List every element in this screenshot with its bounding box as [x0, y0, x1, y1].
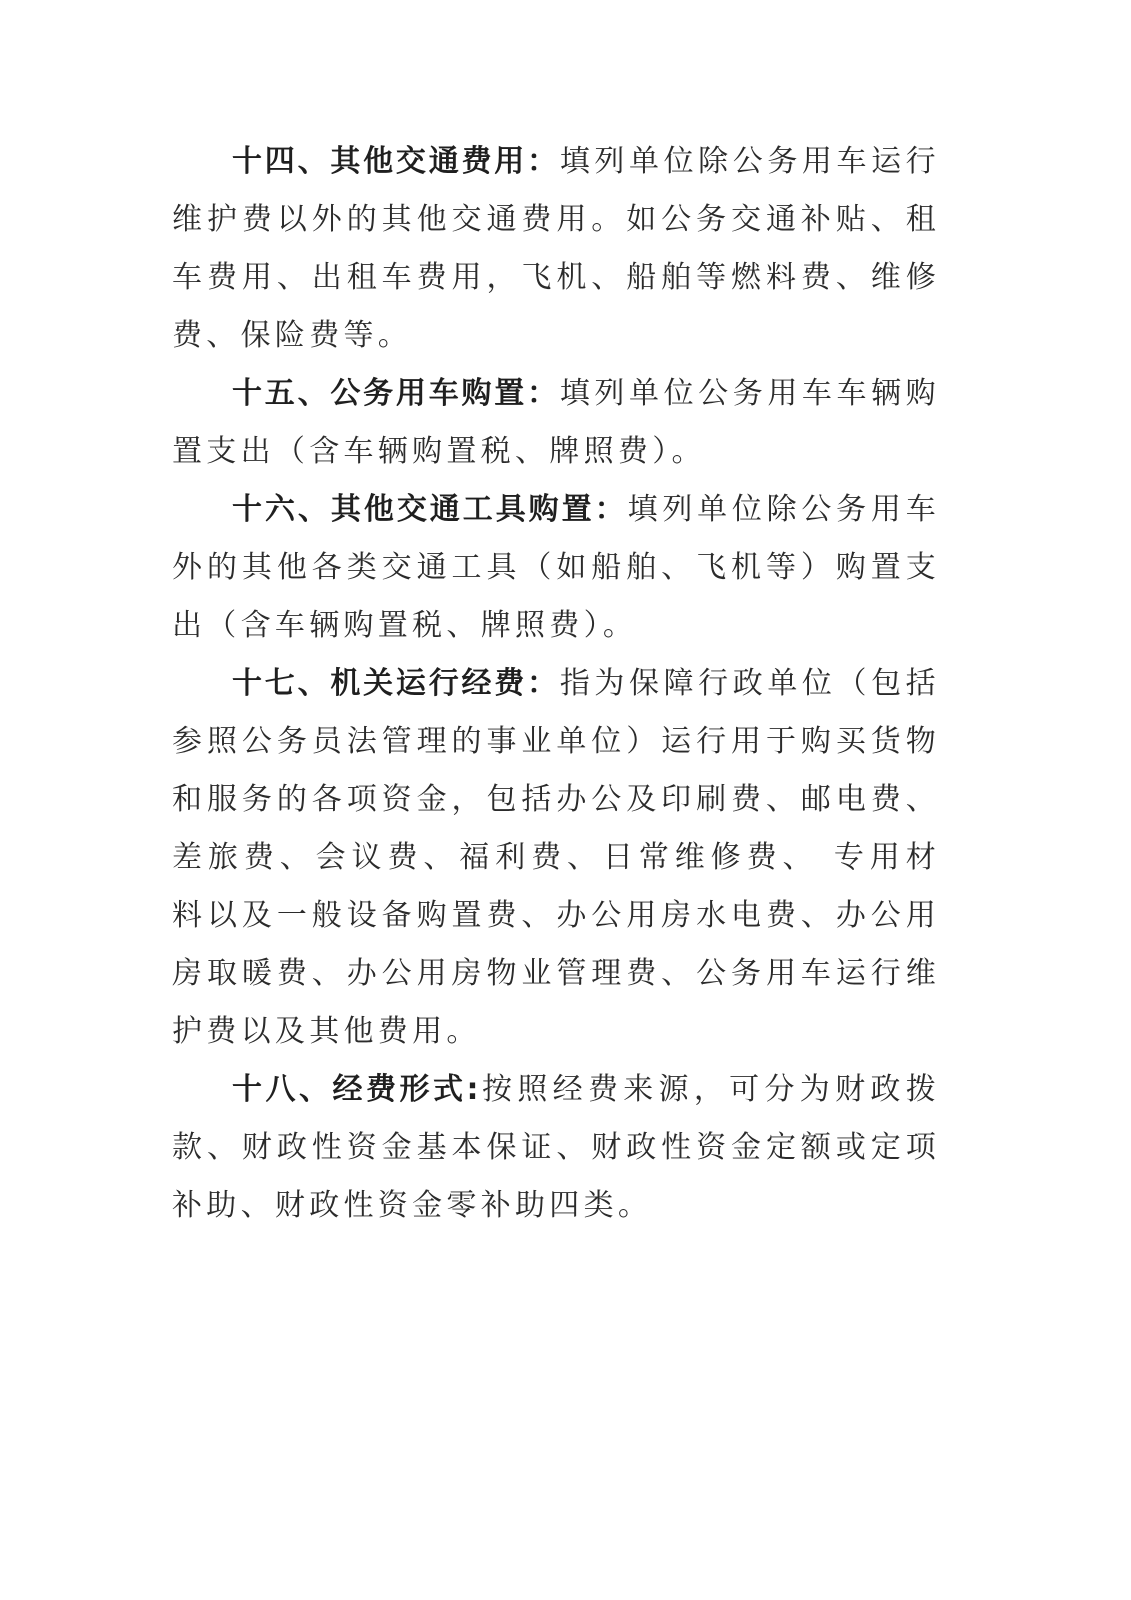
paragraph-text: 填列单位除公务用车运行维护费以外的其他交通费用。如公务交通补贴、租车费用、出租车费用，飞机、船舶等燃料费、维修费、保险费等。 — [172, 144, 940, 353]
paragraph-official-vehicle-purchase — [172, 365, 940, 481]
paragraph-other-vehicle-purchase — [172, 481, 940, 655]
document-body — [172, 133, 940, 1235]
paragraph-text: 填列单位除公务用车外的其他各类交通工具（如船舶、飞机等）购置支出（含车辆购置税、牌照费）。 — [172, 492, 940, 643]
term-heading: 十六、其他交通工具购置： — [232, 492, 628, 527]
term-heading: 十五、公务用车购置： — [232, 376, 560, 411]
term-heading: 十四、其他交通费用： — [232, 144, 560, 179]
paragraph-text: 填列单位公务用车车辆购置支出（含车辆购置税、牌照费）。 — [172, 376, 940, 469]
term-heading: 十七、机关运行经费： — [232, 666, 560, 701]
paragraph-other-transport-costs — [172, 133, 940, 365]
paragraph-text: 指为保障行政单位（包括参照公务员法管理的事业单位）运行用于购买货物和服务的各项资金，包括办公及印刷费、邮电费、差旅费、会议费、福利费、日常维修费、 专用材料以及一般设备购置费、办公用房水电费、办公用房取暖费、办公用房物业管理费、公务用车运行维护费以及其他费用。 — [172, 666, 940, 1049]
term-heading: 十八、经费形式: — [232, 1072, 482, 1107]
paragraph-agency-operating-funds — [172, 655, 940, 1061]
paragraph-text: 按照经费来源，可分为财政拨款、财政性资金基本保证、财政性资金定额或定项补助、财政性资金零补助四类。 — [172, 1072, 940, 1223]
paragraph-funding-forms — [172, 1061, 940, 1235]
